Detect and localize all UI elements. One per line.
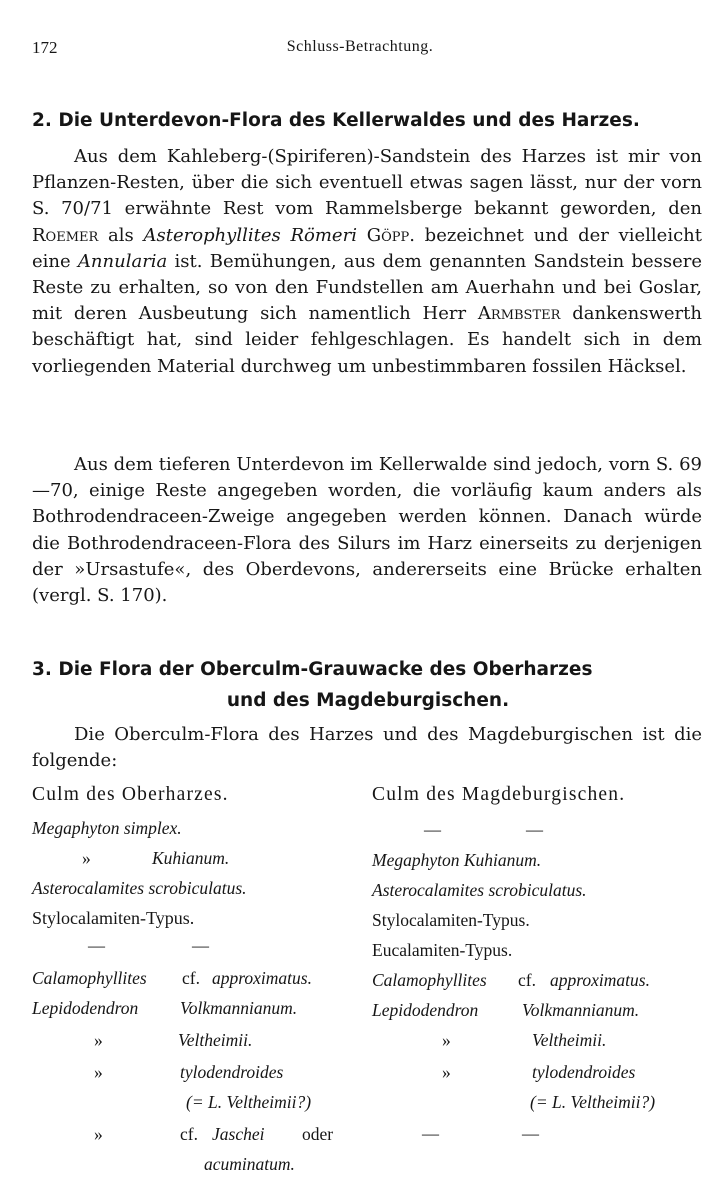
text-run: dankenswerth beschäftigt hat, sind leider fehlgeschlagen. Es handelt sich in dem vorliegenden Material durchweg um unbestimmbaren fossilen Häcksel.: [32, 303, 702, 377]
left-ditto-mark: »: [94, 1124, 103, 1144]
left-empty-dash: —: [192, 936, 209, 955]
right-approximatus: approximatus.: [550, 970, 650, 990]
right-eucalamiten: Eucalamiten-Typus.: [372, 940, 513, 960]
left-cf: cf.: [182, 968, 200, 988]
section-3-intro: Die Oberculm-Flora des Harzes und des Magdeburgischen ist die folgende:: [32, 724, 702, 772]
left-cf: cf.: [180, 1124, 198, 1144]
right-ditto-mark: »: [442, 1062, 451, 1082]
right-empty-dash: —: [424, 820, 441, 839]
left-species-megaphyton-simplex: Megaphyton simplex.: [32, 818, 182, 838]
italic-taxon: Asterophyllites Römeri: [143, 224, 357, 246]
left-approximatus: approximatus.: [212, 968, 312, 988]
right-stylocalamiten: Stylocalamiten-Typus.: [372, 910, 530, 930]
right-l-veltheimii-note: (= L. Veltheimii?): [530, 1092, 656, 1112]
text-run: . bezeichnet und der vielleicht eine: [32, 224, 702, 272]
section-2-paragraph-1: [32, 144, 702, 380]
left-ditto-mark: »: [94, 1030, 103, 1050]
section-3-title-line-1: 3. Die Flora der Oberculm-Grauwacke des Oberharzes: [32, 659, 593, 680]
text-run: Aus dem Kahleberg-(Spiriferen)-Sandstein des Harzes ist mir von Pflanzen-Resten, über die sich eventuell etwas sagen lässt, nur der vorn S. 70/71 erwähnte Rest vom Rammelsberge bekannt geworden, den: [32, 146, 702, 220]
left-empty-dash: —: [88, 936, 105, 955]
page-number: 172: [32, 38, 58, 57]
right-tylodendroides: tylodendroides: [532, 1062, 636, 1082]
left-oder: oder: [302, 1124, 334, 1144]
small-caps-name: Göpp: [366, 224, 410, 246]
left-volkmannianum: Volkmannianum.: [180, 998, 298, 1018]
left-ditto-mark: »: [94, 1062, 103, 1082]
small-caps-name: Roemer: [32, 224, 99, 246]
text-run: als: [98, 224, 144, 246]
left-stylocalamiten: Stylocalamiten-Typus.: [32, 908, 195, 928]
section-3-title-line-2: und des Magdeburgischen.: [226, 690, 510, 711]
right-megaphyton-kuhianum: Megaphyton Kuhianum.: [372, 850, 542, 870]
left-l-veltheimii-note: (= L. Veltheimii?): [186, 1092, 312, 1112]
left-calamophyllites: Calamophyllites: [32, 968, 147, 988]
left-column-header: Culm des Oberharzes.: [32, 784, 229, 805]
left-ditto-mark: »: [82, 848, 91, 868]
right-empty-dash: —: [522, 1124, 539, 1143]
left-veltheimii: Veltheimii.: [178, 1030, 253, 1050]
right-lepidodendron: Lepidodendron: [372, 1000, 479, 1020]
italic-taxon: Annularia: [77, 250, 168, 272]
right-volkmannianum: Volkmannianum.: [522, 1000, 640, 1020]
left-jaschei: Jaschei: [212, 1124, 265, 1144]
right-column-header: Culm des Magdeburgischen.: [372, 784, 626, 805]
right-empty-dash: —: [422, 1124, 439, 1143]
left-species-asterocalamites: Asterocalamites scrobiculatus.: [32, 878, 247, 898]
left-lepidodendron: Lepidodendron: [32, 998, 139, 1018]
section-2-paragraph-2: Aus dem tieferen Unterdevon im Kellerwalde sind jedoch, vorn S. 69—70, einige Reste angegeben worden, die vorläufig kaum anders als Bothrodendraceen-Zweige angegeben werden können. Danach würde die Bothrodendraceen-Flora des Silurs im Harz einerseits zu derjenigen der »Ursastufe«, des Oberdevons, andererseits eine Brücke erhalten (vergl. S. 170).: [32, 454, 702, 607]
text-run: ist. Bemühungen, aus dem genannten Sandstein bessere Reste zu erhalten, so von den Fundstellen am Auerhahn und bei Goslar, mit deren Ausbeutung sich namentlich Herr: [32, 250, 702, 325]
right-cf: cf.: [518, 970, 536, 990]
right-ditto-mark: »: [442, 1030, 451, 1050]
left-species-kuhianum: Kuhianum.: [152, 848, 230, 868]
text-run: [357, 225, 367, 246]
running-title: Schluss-Betrachtung.: [286, 38, 434, 55]
right-empty-dash: —: [526, 820, 543, 839]
right-asterocalamites: Asterocalamites scrobiculatus.: [372, 880, 587, 900]
left-tylodendroides: tylodendroides: [180, 1062, 284, 1082]
right-veltheimii: Veltheimii.: [532, 1030, 607, 1050]
small-caps-name: Armbster: [477, 303, 561, 325]
section-2-title: 2. Die Unterdevon-Flora des Kellerwaldes und des Harzes.: [32, 110, 640, 131]
right-calamophyllites: Calamophyllites: [372, 970, 487, 990]
left-acuminatum: acuminatum.: [204, 1154, 295, 1174]
